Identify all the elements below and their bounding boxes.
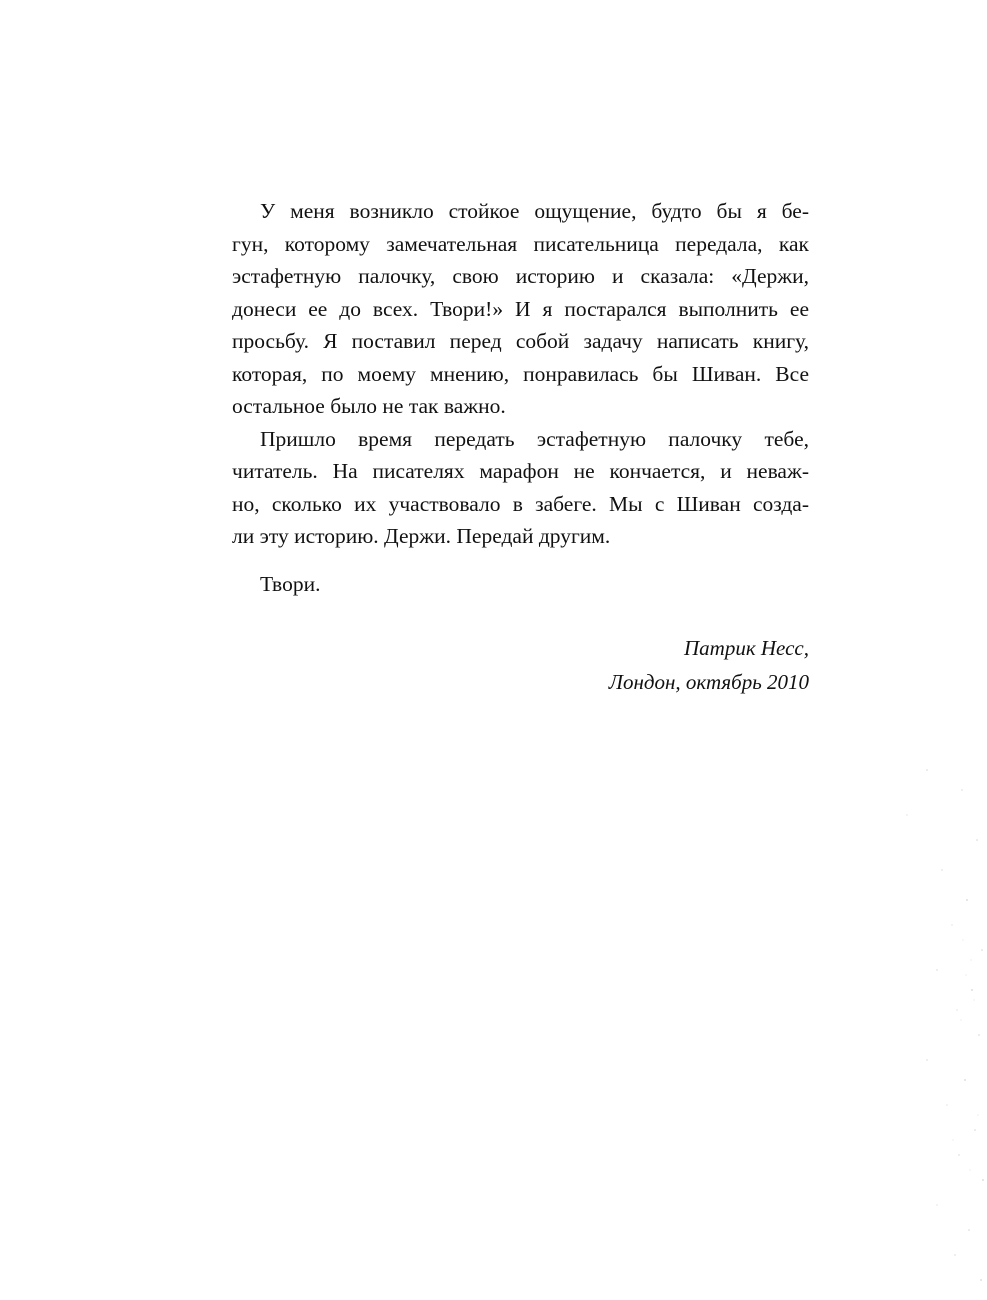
- closing-word: Твори.: [260, 572, 321, 596]
- text-line: Пришло время передать эстафетную палочку тебе,: [260, 426, 809, 451]
- text-line: У меня возникло стойкое ощущение, будто бы я бе-: [260, 199, 809, 223]
- paragraph-2: [232, 423, 809, 553]
- text-line: просьбу. Я поставил перед собой задачу написать книгу,: [232, 329, 809, 353]
- body-text: [232, 195, 809, 553]
- signature-author: Патрик Несс,: [683, 636, 809, 660]
- text-line: ли эту историю. Держи. Передай другим.: [232, 524, 611, 548]
- signature-place-date: Лондон, октябрь 2010: [608, 670, 809, 694]
- text-line: гун, которому замечательная писательница передала, как: [232, 231, 809, 256]
- text-line: остальное было не так важно.: [232, 394, 506, 418]
- paragraph-1: [232, 195, 809, 423]
- text-line: донеси ее до всех. Твори!» И я постарался выполнить ее: [232, 296, 809, 321]
- signature: [609, 631, 809, 699]
- text-line: но, сколько их участвовало в забеге. Мы с Шиван созда-: [232, 491, 809, 516]
- text-line: эстафетную палочку, свою историю и сказала: «Держи,: [232, 264, 809, 288]
- text-line: читатель. На писателях марафон не кончается, и неваж-: [232, 459, 809, 483]
- paper-speckle-texture: [867, 760, 987, 1300]
- text-line: которая, по моему мнению, понравилась бы Шиван. Все: [232, 361, 809, 386]
